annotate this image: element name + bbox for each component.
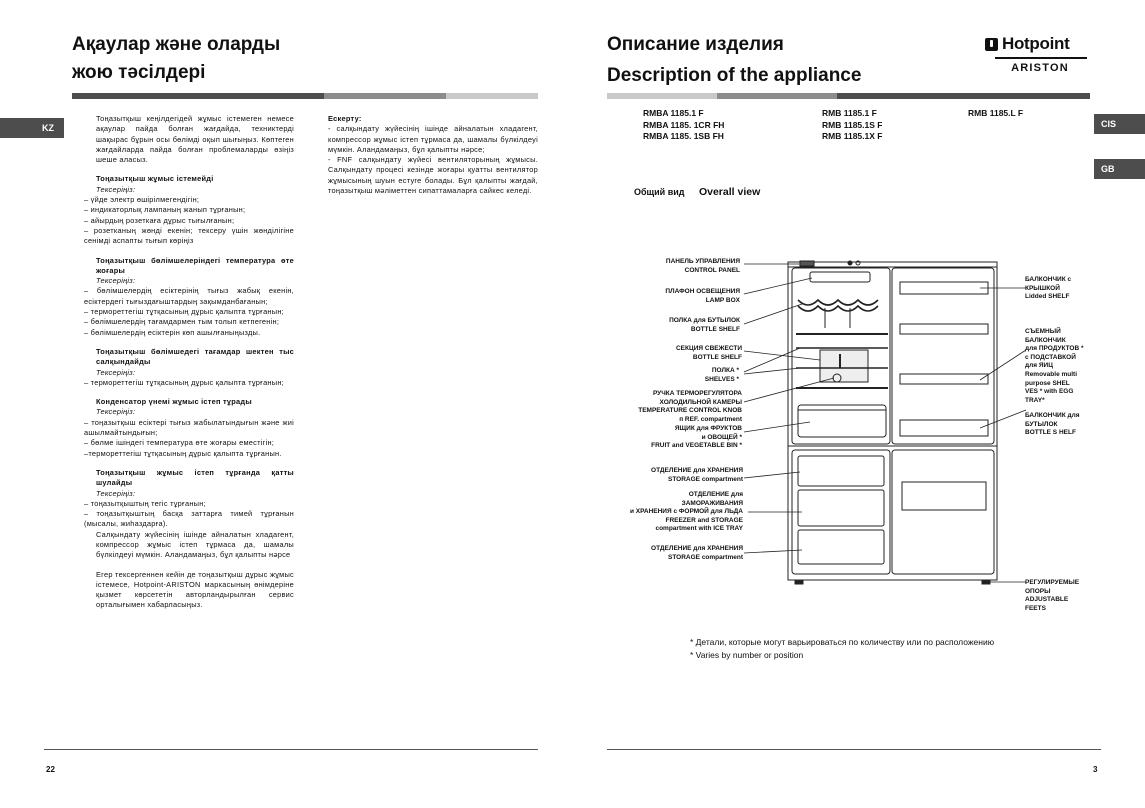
adjustable-foot [795, 580, 803, 584]
fridge-diagram [740, 250, 1030, 590]
freezer-drawer [798, 456, 884, 486]
right-footer-rule [607, 749, 1101, 750]
left-footer-rule [44, 749, 538, 750]
label-line: ПОЛКА для БУТЫЛОК [669, 317, 740, 324]
check-label: Тексеріңіз: [96, 276, 136, 286]
label-line: ПОЛКА * [711, 367, 739, 374]
check-label: Тексеріңіз: [96, 367, 136, 377]
check-item: – бөлімшелердің есіктерінің тығыз жабық екенін, есіктердегі тығыздағыштардың зақымданбағанын; [84, 286, 294, 306]
model-name: RMB 1185.L F [968, 108, 1024, 118]
check-label: Тексеріңіз: [96, 407, 136, 417]
label-control-panel [666, 258, 740, 275]
door-balcony [900, 324, 988, 334]
check-item: – тоңазытқыш есіктері тығыз жабылатындығын және жиі ашылмайтындығын; [84, 417, 294, 438]
left-title-line2: жою тәсілдері [72, 62, 206, 83]
label-line: и ОВОЩЕЙ * [701, 433, 742, 441]
check-item: – үйде электр өшірілмегендігін; [84, 195, 200, 205]
right-title-en: Description of the appliance [607, 65, 862, 86]
label-temperature-knob [638, 390, 742, 424]
section-title: Тоңазытқыш бөлімшедегі тағамдар шектен тыс салқындайды [96, 346, 294, 367]
service-paragraph: Егер тексергеннен кейін де тоңазытқыш дұрыс жұмыс істемесе, Hotpoint-ARISTON маркасының өнімдеріне қызмет көрсететін авторландырылған сервис орталығымен хабарласыңыз. [96, 569, 294, 610]
label-line: STORAGE compartment [667, 553, 743, 561]
brand-logo [985, 34, 1087, 74]
troubleshooting-column [84, 114, 294, 611]
footnote-ru: * Детали, которые могут варьироваться по количеству или по расположению [690, 637, 995, 647]
note-item: - FNF салқындату жүйесі вентиляторының жұмысы. Салқындату процесі кезінде жоғары қуатты вентилятор жұмысының шуын естуге болады. Бұл қалыпты жағдай, тоңазытқыш мәліметтен сипаттамаларға сайкес келеді. [328, 155, 538, 196]
right-title [607, 29, 861, 91]
lang-tag-kz-text: KZ [42, 123, 54, 133]
brand-square-icon [985, 38, 998, 51]
label-line: SHELVES * [704, 375, 739, 383]
label-line: compartment with ICE TRAY [655, 525, 743, 533]
label-line: ПАНЕЛЬ УПРАВЛЕНИЯ [665, 258, 740, 265]
label-line: РЕГУЛИРУЕМЫЕ [1025, 579, 1080, 586]
lang-tag-cis-text: CIS [1101, 119, 1117, 129]
left-header-bar-dark [72, 93, 324, 99]
label-line: CONTROL PANEL [684, 266, 740, 274]
note-title: Ескерту: [328, 114, 362, 123]
check-item: –термореттегіш тұтқасының дұрыс қалыпта тұрғанын. [84, 448, 282, 458]
lang-tag-cis [1094, 114, 1145, 134]
check-item: – индикаторлық лампаның жанып тұрғанын; [84, 205, 246, 215]
label-line: FRUIT and VEGETABLE BIN * [651, 442, 742, 450]
label-line: БАЛКОНЧИК [1025, 336, 1066, 344]
model-name: RMBA 1185.1 F [643, 108, 704, 118]
check-item: – бөлімшелердің есіктерін көп ашылғаныңызды. [84, 327, 261, 337]
check-item: – тоңазытқыштың тегіс тұрғанын; [84, 498, 206, 508]
bottle-balcony [900, 420, 988, 436]
footnote-en: * Varies by number or position [690, 650, 804, 660]
label-bottle-shelf [669, 317, 740, 334]
models-col3 [968, 108, 1023, 120]
label-line: ОТДЕЛЕНИЕ для [688, 491, 743, 498]
label-line: РУЧКА ТЕРМОРЕГУЛЯТОРА [652, 390, 742, 397]
label-line: ОПОРЫ [1025, 587, 1051, 595]
label-line: TRAY* [1025, 396, 1045, 404]
lamp-box [810, 272, 870, 282]
right-header-bar-light [607, 93, 717, 99]
check-label: Тексеріңіз: [96, 488, 136, 498]
freezer-compartment [792, 450, 890, 574]
models-col1 [643, 108, 724, 143]
label-line: LAMP BOX [705, 296, 740, 304]
overall-view-ru: Общий вид [634, 187, 685, 197]
note-column [328, 114, 538, 196]
label-line: БАЛКОНЧИК с [1025, 276, 1072, 283]
model-name: RMB 1185.1 F [822, 108, 877, 118]
bottle-rack [798, 300, 878, 305]
intro-paragraph: Тоңазытқыш кеңілдегідей жұмыс істемеген немесе ақаулар пайда болған жағдайда, техниктерді шақырас бұрын осы бөлімді оқып шығыңыз. Көптеген жағдайларда пайда болған проблемаларды өзіңіз шеше аласыз. [96, 114, 294, 165]
label-line: ОТДЕЛЕНИЕ для ХРАНЕНИЯ [651, 467, 743, 474]
label-line: СЕКЦИЯ СВЕЖЕСТИ [675, 345, 742, 352]
left-title [72, 31, 280, 87]
lang-tag-gb-text: GB [1101, 164, 1115, 174]
label-storage-compartment-lower [651, 545, 743, 562]
label-line: и ХРАНЕНИЯ с ФОРМОЙ для ЛЬДА [629, 508, 743, 516]
models-col2 [822, 108, 882, 143]
label-freshness-section [676, 345, 742, 362]
label-adjustable-feet [1025, 579, 1079, 613]
adjustable-foot [982, 580, 990, 584]
model-name: RMBA 1185. 1SB FH [643, 131, 724, 141]
lang-tag-kz [0, 118, 64, 138]
label-storage-compartment [651, 467, 743, 484]
label-line: BOTTLE SHELF [690, 325, 740, 333]
label-lidded-shelf [1025, 276, 1071, 302]
label-line: БАЛКОНЧИК для [1025, 412, 1080, 419]
label-freezer-compartment [630, 491, 743, 534]
label-bottle-balcony [1025, 412, 1080, 438]
section-title: Конденсатор үнемі жұмыс істеп тұрады [96, 397, 252, 407]
left-header-bar-mid [324, 93, 446, 99]
overall-view-heading [634, 182, 760, 200]
lang-tag-gb [1094, 159, 1145, 179]
label-line: ЯЩИК для ФРУКТОВ [674, 425, 742, 432]
label-line: Removable multi [1025, 370, 1078, 378]
freshness-section [820, 350, 868, 382]
label-line: для ПРОДУКТОВ * [1025, 345, 1084, 353]
label-line: п REF. compartment [679, 415, 742, 423]
check-item: – бөлімшелердің тағамдармен тым толып кетпегенін; [84, 317, 280, 327]
section-title: Тоңазытқыш жұмыс істеп тұрғанда қатты шулайды [96, 467, 294, 488]
label-line: FEETS [1025, 604, 1046, 612]
check-item: – термореттегіш тұтқасының дұрыс қалыпта тұрғанын; [84, 307, 284, 317]
overall-view-en: Overall view [698, 186, 761, 198]
check-item: – бөлме ішіндегі температура өте жоғары еместігін; [84, 438, 275, 448]
model-name: RMB 1185.1X F [822, 131, 883, 141]
door-balcony [900, 374, 988, 384]
check-item: – тоңазытқыштың басқа заттарға тимей тұрғанын (мысалы, жиһаздарға). [84, 509, 294, 529]
label-lamp-box [665, 288, 740, 305]
label-line: TEMPERATURE CONTROL KNOB [638, 407, 742, 415]
label-shelves [705, 367, 739, 384]
model-name: RMB 1185.1S F [822, 119, 883, 130]
freezer-drawer [798, 530, 884, 564]
check-item: – термореттегіш тұтқасының дұрыс қалыпта тұрғанын; [84, 377, 284, 387]
label-removable-shelves [1025, 328, 1084, 405]
check-label: Тексеріңіз: [96, 184, 136, 194]
label-line: purpose SHEL [1025, 379, 1070, 387]
section-title: Тоңазытқыш жұмыс істемейді [96, 174, 214, 184]
label-line: VES * with EGG [1025, 388, 1074, 396]
brand-rule [995, 57, 1087, 59]
right-title-ru: Описание изделия [607, 34, 784, 55]
label-vegetable-bin [651, 425, 742, 451]
noise-paragraph: Салқындату жүйесінің ішінде айналатын хладагент, компрессор жұмыс істеп тұрмаса да, шамалы бүлкілдеуі мүмкін. Аландамаңыз, бұл қалыпты нәрсе [96, 529, 294, 560]
label-line: BOTTLE S HELF [1025, 429, 1076, 437]
brand-name: Hotpoint [1002, 34, 1070, 53]
label-line: Lidded SHELF [1025, 293, 1070, 301]
left-header-bar-light [446, 93, 538, 99]
right-page-number: 3 [1093, 765, 1098, 774]
check-item: – айырдың розеткаға дұрыс тығылғанын; [84, 215, 235, 225]
left-page-number: 22 [46, 765, 55, 774]
right-header-bar-dark [837, 93, 1090, 99]
left-title-line1: Ақаулар және оларды [72, 34, 281, 55]
section-title: Тоңазытқыш бөлімшелеріндегі температура өте жоғары [96, 255, 294, 275]
label-line: с ПОДСТАВКОЙ [1025, 353, 1076, 361]
brand-main [985, 34, 1087, 54]
lidded-shelf [900, 282, 988, 294]
freezer-door-inner [892, 450, 994, 574]
label-line: ПЛАФОН ОСВЕЩЕНИЯ [665, 288, 740, 295]
label-line: КРЫШКОЙ [1025, 284, 1060, 292]
label-line: ОТДЕЛЕНИЕ для ХРАНЕНИЯ [651, 545, 743, 552]
label-line: ЗАМОРАЖИВАНИЯ [681, 499, 743, 507]
label-line: для ЯИЦ [1025, 362, 1053, 370]
label-line: СЪЕМНЫЙ [1025, 328, 1061, 335]
label-line: BOTTLE SHELF [692, 353, 742, 361]
label-line: ADJUSTABLE [1025, 596, 1069, 604]
label-line: FREEZER and STORAGE [665, 516, 743, 524]
note-item: - салқындату жүйесінің ішінде айналатын хладагент, компрессор жұмыс істеп тұрмаса да, шамалы бүлкілдеуі мүмкін. Аландамаңыз, бұл қалыпты нәрсе; [328, 124, 538, 154]
check-item: – розетканың жөнді екенін; тексеру үшін жөнділігіне сенімді аспапты тығып көріңіз [84, 225, 294, 246]
label-line: STORAGE compartment [667, 475, 743, 483]
right-header-bar-mid [717, 93, 837, 99]
freezer-drawer [798, 490, 884, 526]
model-name: RMBA 1185. 1CR FH [643, 119, 725, 130]
brand-sub: ARISTON [1011, 62, 1069, 74]
label-line: БУТЫЛОК [1025, 420, 1058, 428]
label-line: ХОЛОДИЛЬНОЙ КАМЕРЫ [659, 398, 742, 406]
footnotes [690, 636, 994, 662]
